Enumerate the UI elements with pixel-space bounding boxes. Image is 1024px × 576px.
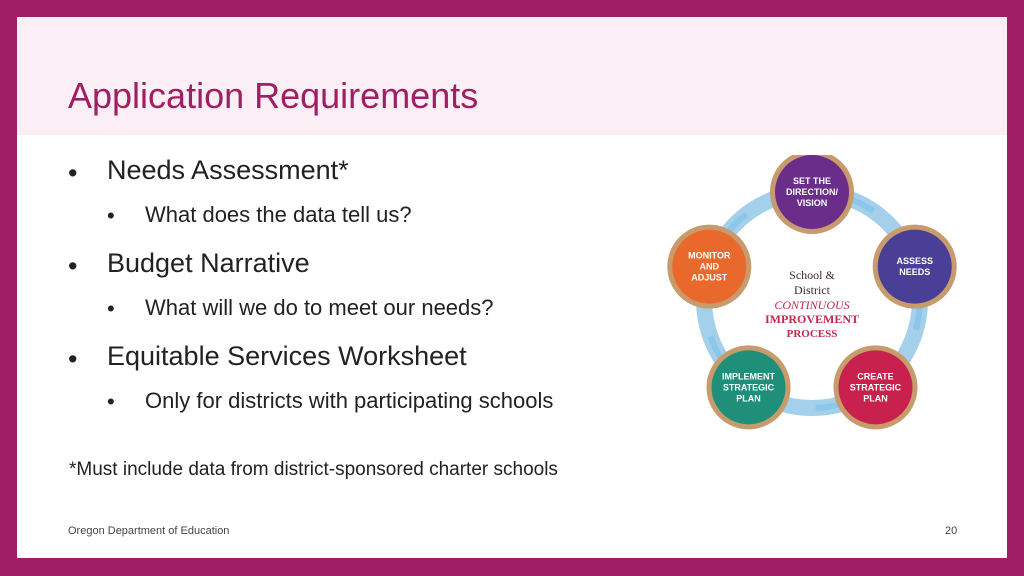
bullet-marker: • [107, 296, 115, 321]
node-implement-plan-label: PLAN [736, 393, 761, 404]
bullet-equitable-services: Equitable Services Worksheet [107, 341, 467, 371]
node-create-plan [833, 345, 917, 429]
bullet-budget-narrative: Budget Narrative [107, 248, 310, 278]
node-create-plan-label: CREATE [857, 371, 894, 382]
improvement-cycle-diagram [667, 155, 957, 445]
bullet-marker: • [107, 389, 115, 414]
node-create-plan-label: PLAN [863, 393, 888, 404]
bullet-marker: • [107, 203, 115, 228]
bullet-needs-assessment: Needs Assessment* [107, 155, 349, 185]
node-set-direction-label: VISION [796, 198, 828, 208]
node-set-direction-label: DIRECTION/ [785, 187, 839, 197]
center-line-5: PROCESS [786, 328, 838, 340]
node-assess-needs [873, 225, 957, 309]
footer-organization: Oregon Department of Education [68, 525, 230, 537]
node-assess-needs-label: NEEDS [899, 267, 931, 278]
center-line-4: IMPROVEMENT [765, 312, 859, 326]
bullet-marker: • [68, 158, 78, 188]
node-implement-plan-label: STRATEGIC [722, 382, 775, 393]
center-line-3: CONTINUOUS [774, 298, 850, 312]
node-monitor-adjust-label: ADJUST [691, 272, 728, 283]
bullet-marker: • [68, 251, 78, 281]
node-set-direction-label: SET THE [792, 176, 832, 186]
node-monitor-adjust-label: MONITOR [688, 250, 731, 261]
node-implement-plan-label: IMPLEMENT [722, 371, 776, 382]
slide-title: Application Requirements [68, 75, 479, 116]
center-label [765, 268, 859, 340]
center-line-2: District [794, 283, 830, 297]
node-create-plan-label: STRATEGIC [849, 382, 902, 393]
sub-bullet-data: What does the data tell us? [145, 202, 412, 227]
sub-bullet-needs: What will we do to meet our needs? [145, 295, 494, 320]
footnote: *Must include data from district-sponsored charter schools [69, 459, 558, 480]
sub-bullet-districts: Only for districts with participating schools [145, 388, 554, 413]
node-monitor-adjust [667, 225, 751, 309]
page-number: 20 [945, 525, 958, 537]
bullet-marker: • [68, 344, 78, 374]
center-line-1: School & [789, 268, 835, 282]
node-implement-plan [707, 345, 791, 429]
node-set-direction [770, 155, 854, 234]
slide [17, 17, 1007, 558]
node-monitor-adjust-label: AND [699, 261, 720, 272]
node-assess-needs-label: ASSESS [896, 256, 933, 267]
